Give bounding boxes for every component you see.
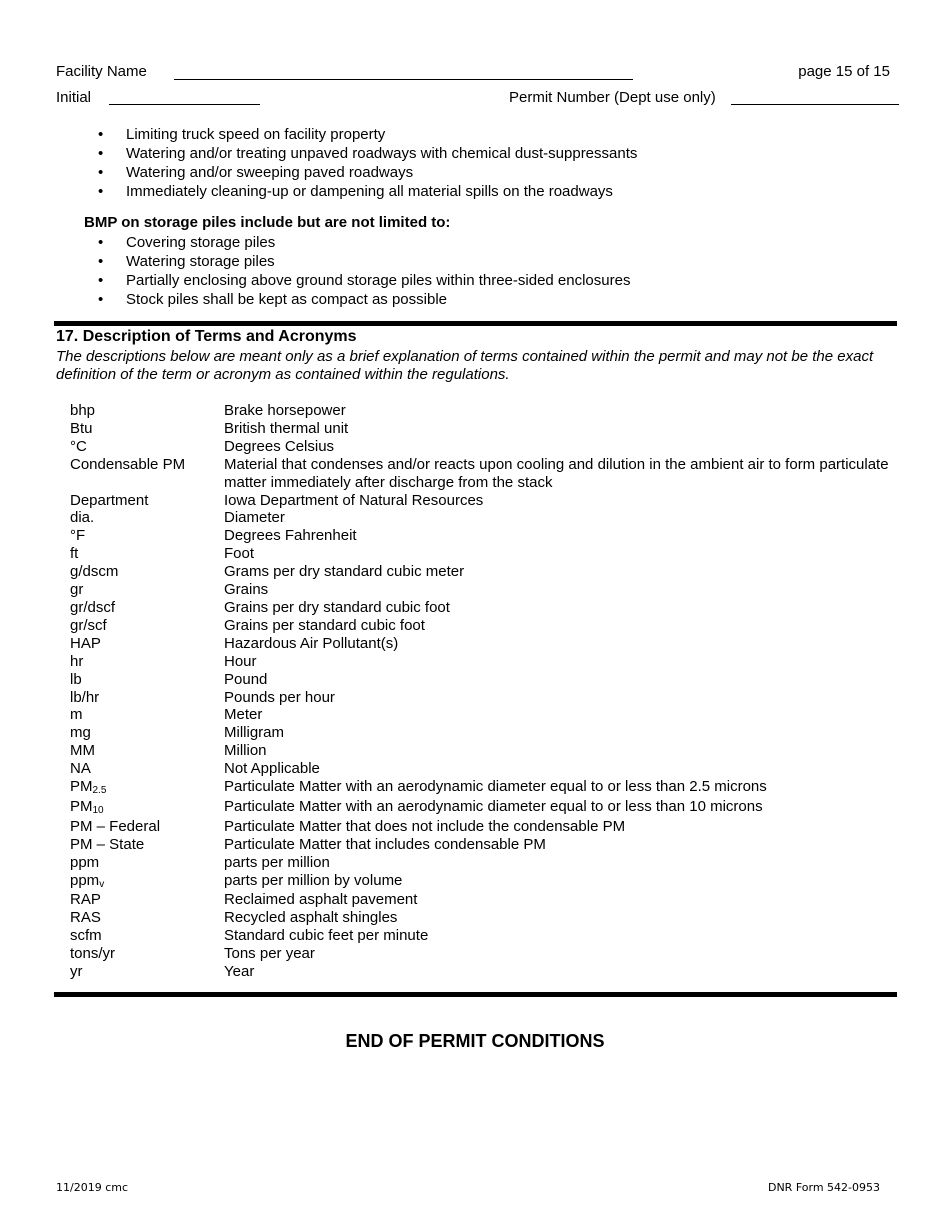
terms-table	[70, 402, 890, 981]
term-definition: Hazardous Air Pollutant(s)	[224, 634, 399, 652]
section-17-intro: The descriptions below are meant only as a brief explanation of terms contained within the permit and may not be the exact definition of the term or acronym as contained within the regulations.	[56, 348, 874, 383]
term-text: lb/hr	[70, 688, 100, 706]
term-key	[70, 854, 224, 872]
term-text: ft	[70, 545, 79, 563]
table-row	[70, 635, 890, 653]
term-definition: Milligram	[224, 724, 284, 742]
term-key	[70, 706, 224, 724]
table-row	[70, 492, 890, 510]
term-text: Condensable PM	[70, 455, 186, 473]
term-text: NA	[70, 760, 91, 778]
term-text: PM – Federal	[70, 817, 161, 835]
table-row	[70, 689, 890, 707]
table-row	[70, 706, 890, 724]
term-key	[70, 509, 224, 527]
table-row	[70, 402, 890, 420]
term-key	[70, 420, 224, 438]
term-definition: Brake horsepower	[224, 402, 346, 419]
term-subscript: v	[99, 878, 105, 890]
table-row	[70, 581, 890, 599]
list-item: • Watering storage piles	[98, 252, 630, 271]
term-definition: Grams per dry standard cubic meter	[224, 563, 465, 581]
term-key	[70, 891, 224, 909]
term-definition: Hour	[224, 652, 257, 670]
term-definition: Pound	[224, 670, 268, 688]
term-key	[70, 617, 224, 635]
term-key	[70, 653, 224, 671]
term-key	[70, 581, 224, 599]
table-row	[70, 653, 890, 671]
term-definition: Grains per standard cubic foot	[224, 616, 425, 634]
list-item: • Partially enclosing above ground storage piles within three-sided enclosures	[98, 271, 630, 290]
term-definition: Recycled asphalt shingles	[224, 909, 398, 927]
table-row	[70, 945, 890, 963]
term-key	[70, 545, 224, 563]
term-definition: Pounds per hour	[224, 688, 335, 706]
table-row	[70, 818, 890, 836]
term-definition: Grains per dry standard cubic foot	[224, 598, 450, 616]
table-row	[70, 563, 890, 581]
term-definition: Degrees Fahrenheit	[224, 527, 357, 545]
term-key	[70, 818, 224, 836]
table-row	[70, 891, 890, 909]
term-definition: Particulate Matter that does not include the condensable PM	[224, 817, 626, 835]
term-text: dia.	[70, 509, 95, 527]
list-item: • Immediately cleaning-up or dampening all material spills on the roadways	[98, 182, 637, 201]
list-item: • Stock piles shall be kept as compact as possible	[98, 290, 630, 309]
table-row	[70, 854, 890, 872]
term-text: ppm	[70, 853, 100, 871]
term-key	[70, 456, 224, 492]
term-text: gr/scf	[70, 616, 107, 634]
term-text: RAS	[70, 909, 101, 927]
term-definition: Million	[224, 742, 267, 760]
term-definition: Tons per year	[224, 945, 315, 963]
table-row	[70, 420, 890, 438]
term-definition: Particulate Matter with an aerodynamic diameter equal to or less than 2.5 microns	[224, 778, 767, 796]
table-row	[70, 963, 890, 981]
table-row	[70, 724, 890, 742]
storage-piles-heading: BMP on storage piles include but are not limited to:	[84, 214, 451, 231]
term-text: °F	[70, 527, 86, 545]
storage-piles-list	[98, 233, 630, 309]
table-row	[70, 872, 890, 892]
term-text: bhp	[70, 402, 96, 419]
initial-field[interactable]	[109, 104, 260, 105]
term-subscript: 2.5	[92, 785, 107, 797]
term-definition: Particulate Matter with an aerodynamic diameter equal to or less than 10 microns	[224, 797, 763, 815]
term-text: HAP	[70, 634, 101, 652]
term-text: PM – State	[70, 835, 145, 853]
initial-label: Initial	[56, 89, 92, 106]
table-row	[70, 909, 890, 927]
list-item: • Watering and/or sweeping paved roadways	[98, 163, 637, 182]
term-key	[70, 563, 224, 581]
term-definition: Reclaimed asphalt pavement	[224, 891, 418, 909]
table-row	[70, 798, 890, 818]
term-key	[70, 492, 224, 510]
term-text: hr	[70, 652, 84, 670]
term-text: lb	[70, 670, 82, 688]
term-definition: Standard cubic feet per minute	[224, 927, 429, 945]
term-definition: British thermal unit	[224, 419, 349, 437]
term-key	[70, 909, 224, 927]
term-definition: Diameter	[224, 509, 285, 527]
section-divider-top	[54, 321, 897, 326]
term-subscript: 10	[92, 804, 104, 816]
term-key	[70, 836, 224, 854]
table-row	[70, 545, 890, 563]
table-row	[70, 599, 890, 617]
term-key	[70, 872, 224, 892]
facility-name-field[interactable]	[174, 79, 633, 80]
term-key	[70, 760, 224, 778]
footer-left: 11/2019 cmc	[56, 1181, 129, 1194]
term-definition: Particulate Matter that includes condensable PM	[224, 835, 546, 853]
table-row	[70, 927, 890, 945]
term-text: yr	[70, 963, 83, 981]
term-key	[70, 945, 224, 963]
term-key	[70, 927, 224, 945]
term-text: g/dscm	[70, 563, 119, 581]
facility-name-label: Facility Name	[56, 63, 147, 80]
table-row	[70, 760, 890, 778]
term-key	[70, 778, 224, 798]
footer-right: DNR Form 542-0953	[767, 1181, 880, 1194]
section-17-title: 17. Description of Terms and Acronyms	[56, 328, 357, 345]
term-definition: parts per million by volume	[224, 871, 403, 889]
term-text: °C	[70, 437, 87, 455]
term-definition: Not Applicable	[224, 760, 320, 778]
term-definition: Foot	[224, 545, 255, 563]
term-definition: Meter	[224, 706, 263, 724]
term-definition: Material that condenses and/or reacts upon cooling and dilution in the ambient air to form particulate matter immediately after discharge from the stack	[224, 455, 889, 491]
roadway-bmp-list	[98, 125, 637, 201]
term-key	[70, 742, 224, 760]
term-key	[70, 635, 224, 653]
term-definition: Degrees Celsius	[224, 437, 335, 455]
list-item: • Covering storage piles	[98, 233, 630, 252]
table-row	[70, 456, 890, 492]
list-item: • Watering and/or treating unpaved roadways with chemical dust-suppressants	[98, 144, 637, 163]
term-text: MM	[70, 742, 95, 760]
table-row	[70, 438, 890, 456]
term-key	[70, 963, 224, 981]
end-of-permit-heading: END OF PERMIT CONDITIONS	[345, 1031, 605, 1051]
page-number: page 15 of 15	[798, 63, 890, 80]
term-key	[70, 438, 224, 456]
term-key	[70, 724, 224, 742]
term-key	[70, 402, 224, 420]
term-key	[70, 599, 224, 617]
table-row	[70, 617, 890, 635]
term-text: gr	[70, 581, 84, 599]
term-definition: Iowa Department of Natural Resources	[224, 491, 484, 509]
table-row	[70, 836, 890, 854]
term-definition: Year	[224, 963, 255, 981]
table-row	[70, 742, 890, 760]
list-item: • Limiting truck speed on facility property	[98, 125, 637, 144]
term-text: tons/yr	[70, 945, 116, 963]
term-text: RAP	[70, 891, 101, 909]
section-divider-bottom	[54, 992, 897, 997]
term-definition: parts per million	[224, 853, 330, 871]
table-row	[70, 527, 890, 545]
term-text: mg	[70, 724, 91, 742]
term-text: m	[70, 706, 83, 724]
term-text: gr/dscf	[70, 598, 116, 616]
permit-number-label: Permit Number (Dept use only)	[509, 89, 716, 106]
term-key	[70, 527, 224, 545]
term-text: PM	[70, 797, 93, 815]
term-definition: Grains	[224, 581, 269, 599]
term-text: Department	[70, 491, 149, 509]
permit-number-field[interactable]	[731, 104, 899, 105]
term-key	[70, 798, 224, 818]
term-key	[70, 689, 224, 707]
term-text: PM	[70, 778, 93, 796]
term-text: ppm	[70, 871, 100, 889]
table-row	[70, 671, 890, 689]
table-row	[70, 778, 890, 798]
term-text: scfm	[70, 927, 102, 945]
table-row	[70, 509, 890, 527]
term-text: Btu	[70, 419, 93, 437]
term-key	[70, 671, 224, 689]
